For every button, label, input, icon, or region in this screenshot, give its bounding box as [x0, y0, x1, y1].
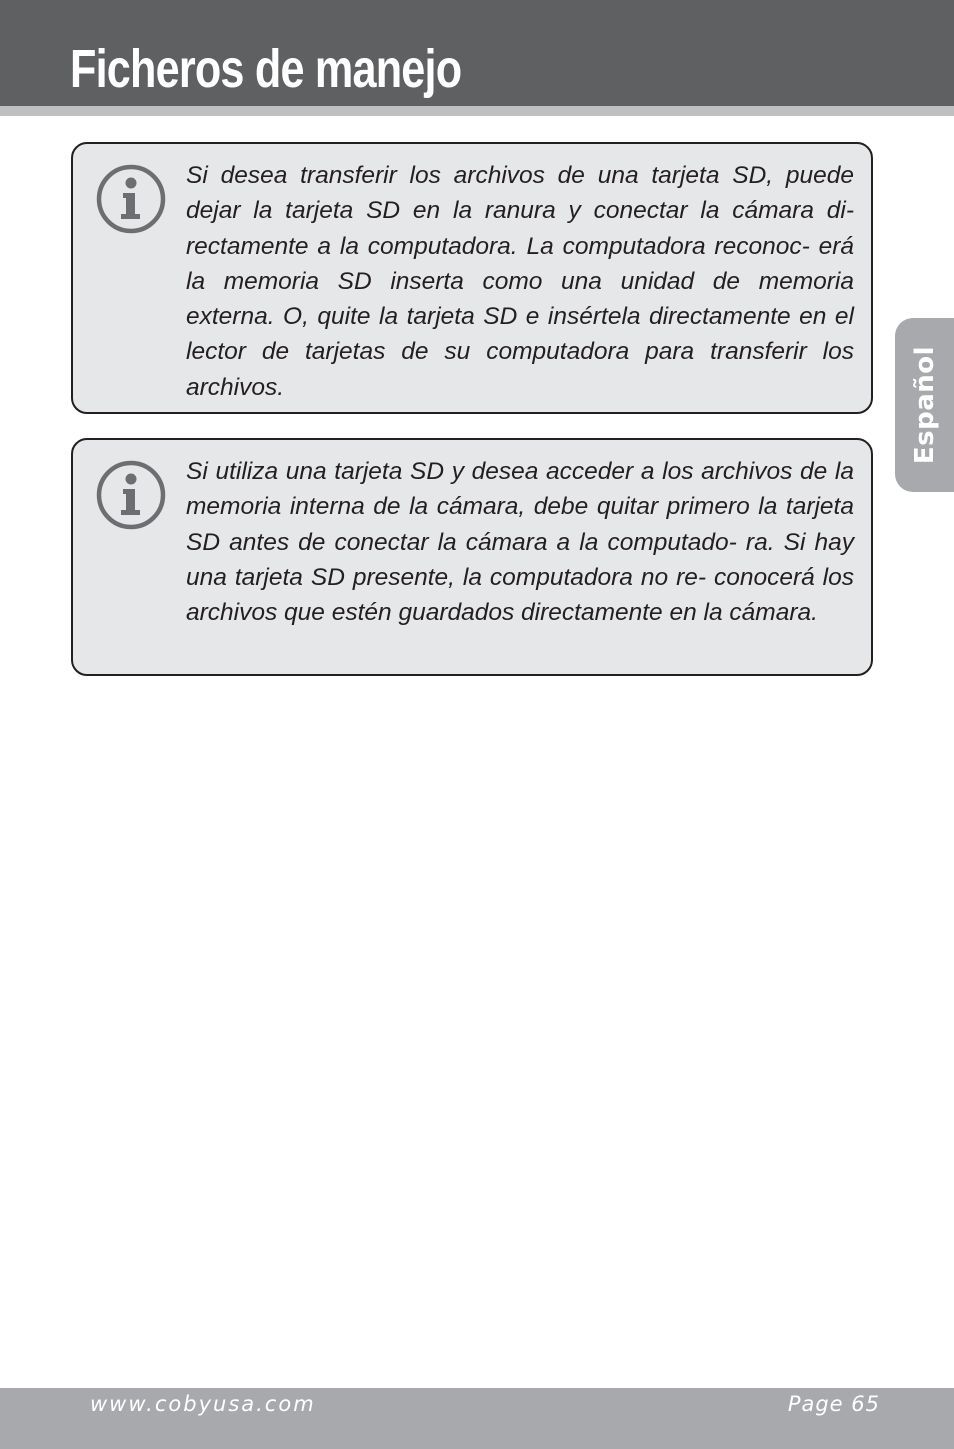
header-stripe [0, 106, 954, 116]
info-note-1 [71, 142, 873, 414]
info-icon [96, 460, 166, 530]
note-text: Si utiliza una tarjeta SD y desea acceder a los archivos de la memoria interna de la cámara, debe quitar primero la tarjeta SD antes de conectar la cámara a la computado- ra. Si hay una tarjeta SD presente, la computadora no re- conocerá los archivos que estén guardados directamente en la cámara. [186, 458, 854, 627]
page-title: Ficheros de manejo [70, 39, 462, 99]
language-tab [895, 318, 954, 492]
info-note-2 [71, 438, 873, 676]
page-number: Page 65 [787, 1392, 880, 1416]
language-tab-label: Español [909, 345, 940, 465]
note-text: Si desea transferir los archivos de una tarjeta SD, puede dejar la tarjeta SD en la ranura y conectar la cámara di- rectamente a la computadora. La computadora reconoc- erá la memoria SD inserta como una unidad de memoria externa. O, quite la tarjeta SD e insértela directamente en el lector de tarjetas de su computadora para transferir los archivos. [186, 162, 854, 401]
info-icon [96, 164, 166, 234]
footer-url: www.cobyusa.com [90, 1392, 316, 1416]
footer-bar [0, 1388, 954, 1449]
